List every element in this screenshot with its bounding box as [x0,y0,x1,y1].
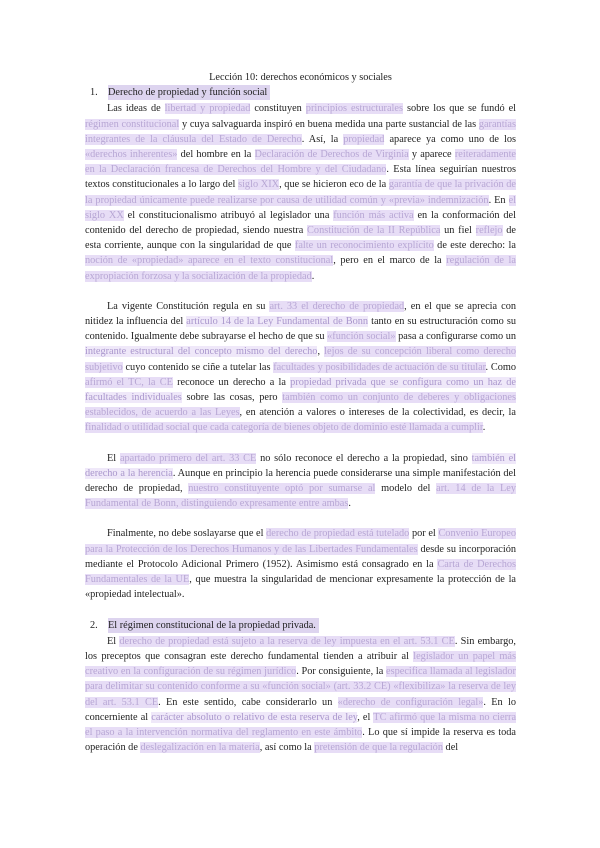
highlight: también el derecho a la herencia [85,452,516,479]
highlight: «derechos inherentes» [85,149,178,161]
highlight: régimen constitucional [85,118,180,130]
text: cuyo contenido se ciñe a tutelar las [122,361,274,373]
text: . Sin embargo, los preceptos que consagran este derecho fundamental tienden a atribuir al [85,635,517,662]
text: sobre las cosas, pero [181,392,283,404]
text: y cuya salvaguarda inspiró en buena medida una parte sustancial de las [179,118,479,130]
section-heading-1 [90,85,516,100]
highlight: también como un conjunto de deberes y obligaciones establecidos, de acuerdo a las Leyes [85,392,516,419]
highlight: deslegalización en la materia [140,742,260,754]
text: Finalmente, no debe soslayarse que el [107,528,267,540]
text: tanto en su estructuración como su contenido. Igualmente debe subrayarse el hecho de que su [85,316,516,343]
text: . Aunque en principio la herencia puede considerarse una simple manifestación del derecho de propiedad, [85,467,516,495]
highlight: carácter absoluto o relativo de esta reserva de ley [151,711,358,723]
highlight: facultades y posibilidades de actuación de su titular [273,361,486,373]
text: . Lo que sí impide la reserva es toda operación de [85,726,517,754]
text: El [107,635,120,647]
highlight: integrante estructural del concepto mismo del derecho [85,346,318,358]
text: , en el que se aprecia con nitidez la influencia del [85,300,516,328]
section-number: 2. [90,619,98,631]
text: , así como la [259,742,315,754]
text: sobre los que se fundó el [402,103,517,115]
text: no sólo reconoce el derecho a la propiedad, sino [256,452,472,464]
highlight: pretensión de que la regulación [314,742,443,754]
highlight: garantías integrantes de la cláusula del Estado de Derecho [85,118,516,145]
highlight: noción de «propiedad» aparece en el texto constitucional [85,255,334,267]
text: El [107,452,120,464]
text: y aparece [408,149,455,161]
highlight: «función social» [327,331,396,343]
text: , en atención a valores o intereses de la colectividad, es decir, la [239,407,516,419]
highlight: legislador un papel más creativo en la configuración de su régimen jurídico [85,650,516,678]
highlight: TC afirmó que la misma no cierra el paso a la intervención normativa del reglamento en este ámbito [85,711,517,738]
text: , que se hicieron eco de la [279,179,389,191]
text: pasa a configurarse como un [395,331,517,343]
highlight: «derecho de configuración legal» [337,696,484,708]
text: de este derecho: la [433,240,516,252]
highlight: Convenio Europeo para la Protección de los Derechos Humanos y de las Libertades Fundamentales [85,528,517,555]
highlight: regulación de la expropiación forzosa y la socialización de la propiedad [85,255,516,282]
text: . Como [485,361,517,373]
text: aparece ya como uno de los [384,133,516,145]
text: . [311,270,315,282]
text: desde su incorporación mediante el Protocolo Adicional Primero (1952). Asimismo está consagrado en la [85,543,516,570]
section-title: Derecho de propiedad y función social [108,85,270,100]
highlight: afirmó el TC, la CE [85,376,173,388]
paragraph-4 [85,526,516,602]
text: . En lo concerniente al [85,696,517,723]
text: . [348,498,351,510]
paragraph-1 [85,101,516,283]
text: un fiel [440,225,476,237]
highlight: apartado primero del art. 33 CE [119,452,257,464]
highlight: derecho de propiedad está tutelado [266,528,410,540]
paragraph-3 [85,451,516,512]
highlight: el siglo XX [85,194,516,221]
text: . En este sentido, cabe considerarlo un [158,696,338,708]
text: en la conformación del contenido del derecho de propiedad, siendo nuestra [85,209,516,237]
text: Las ideas de [107,103,165,115]
highlight: principios estructurales [305,103,403,115]
text: , [317,346,325,358]
paragraph-2 [85,299,516,436]
text: . Así, la [301,133,344,145]
text: , pero en el marco de la [333,255,447,267]
highlight: Carta de Derechos Fundamentales de la UE [85,558,516,586]
text: el constitucionalismo atribuyó al legislador una [123,209,334,221]
text: . Esta línea seguirían nuestros textos constitucionales a lo largo del [85,164,516,191]
highlight: garantía de que la privación de la propiedad únicamente puede realizarse por causa de utilidad común y «previa» indemnización [85,179,517,206]
text: por el [409,528,439,540]
highlight: propiedad privada que se configura como un haz de facultades individuales [85,376,516,404]
highlight: lejos de su concepción liberal como derecho subjetivo [85,346,516,373]
highlight: especifica llamada al legislador para delimitar su contenido conforme a su «función social» (art. 33.2 CE) «flexibiliza» la reserva de ley del art. 53.1 CE [85,666,516,708]
section-number: 1. [90,87,98,99]
document-title: Lección 10: derechos económicos y sociales [209,72,392,83]
text: , el [357,711,374,723]
section-title: El régimen constitucional de la propiedad privada. [108,618,319,633]
paragraph-5 [85,634,516,756]
text: modelo del [375,483,437,495]
highlight: artículo 14 de la Ley Fundamental de Bonn [186,316,369,328]
section-heading-2 [90,618,516,633]
text: del hombre en la [177,149,255,161]
highlight: siglo XIX [238,179,280,191]
highlight: derecho de propiedad está sujeto a la reserva de ley impuesta en el art. 53.1 CE [119,635,455,647]
highlight: art. 14 de la Ley Fundamental de Bonn, distinguiendo expresamente entre ambas [85,483,516,510]
highlight: propiedad [343,133,385,145]
highlight: finalidad o utilidad social que cada categoría de bienes objeto de dominio esté llamada a cumplir [85,422,483,434]
highlight: falte un reconocimiento explícito [294,240,434,252]
text: . Por consiguiente, la [296,666,387,678]
highlight: función más activa [333,209,414,221]
text: La vigente Constitución regula en su [107,300,270,312]
highlight: reflejo [475,225,503,237]
text: reconoce un derecho a la [172,376,291,388]
text: , que muestra la singularidad de mencionar expresamente la protección de la «propiedad intelectual». [85,574,516,601]
text: de esta corriente, aunque con la singularidad de que [85,225,516,252]
highlight: nuestro constituyente optó por sumarse al [188,483,376,495]
highlight: art. 33 el derecho de propiedad [269,300,405,312]
highlight: libertad y propiedad [164,103,251,115]
highlight: Declaración de Derechos de Virginia [254,149,409,161]
text: del [442,742,459,754]
highlight: Constitución de la II República [307,225,441,237]
highlight: reiteradamente en la Declaración francesa de Derechos del Hombre y del Ciudadano [85,149,516,176]
text: . [482,422,486,434]
text: constituyen [250,103,306,115]
text: . En [488,194,509,206]
